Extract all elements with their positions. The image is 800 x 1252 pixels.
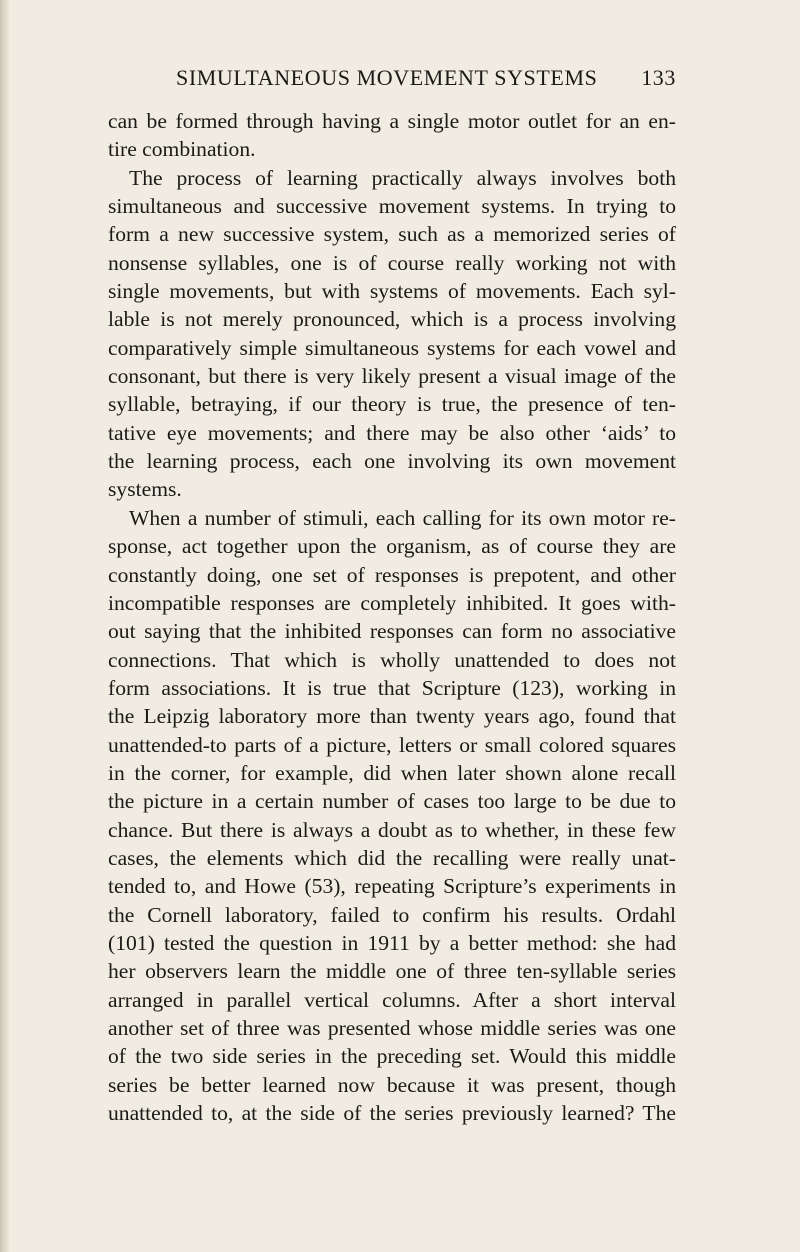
- text-line: out saying that the inhibited responses can form no associative: [108, 619, 676, 644]
- text-line: series be better learned now because it was present, though: [108, 1072, 676, 1097]
- text-line: incompatible responses are completely inhibited. It goes with-: [108, 590, 676, 615]
- text-line: form associations. It is true that Scripture (123), working in: [108, 675, 676, 700]
- text-line: systems.: [108, 477, 182, 502]
- text-line: nonsense syllables, one is of course really working not with: [108, 250, 676, 275]
- text-line: the picture in a certain number of cases too large to be due to: [108, 789, 676, 814]
- text-line: of the two side series in the preceding set. Would this middle: [108, 1044, 676, 1069]
- text-line: connections. That which is wholly unattended to does not: [108, 647, 676, 672]
- text-line: comparatively simple simultaneous systems for each vowel and: [108, 335, 676, 360]
- text-line: single movements, but with systems of movements. Each syl-: [108, 279, 676, 304]
- text-line: in the corner, for example, did when later shown alone recall: [108, 760, 676, 785]
- running-title: SIMULTANEOUS MOVEMENT SYSTEMS: [176, 65, 598, 90]
- text-line: (101) tested the question in 1911 by a better method: she had: [108, 930, 676, 955]
- text-line: The process of learning practically always involves both: [129, 165, 676, 190]
- text-line: syllable, betraying, if our theory is true, the presence of ten-: [108, 392, 676, 417]
- page-binding-edge: [0, 0, 9, 1252]
- text-line: arranged in parallel vertical columns. After a short interval: [108, 987, 676, 1012]
- text-line: another set of three was presented whose middle series was one: [108, 1016, 676, 1040]
- text-line: tended to, and Howe (53), repeating Scripture’s experiments in: [108, 874, 676, 899]
- text-line: form a new successive system, such as a memorized series of: [108, 222, 676, 247]
- text-line: tative eye movements; and there may be also other ‘aids’ to: [108, 420, 676, 445]
- text-line: When a number of stimuli, each calling for its own motor re-: [129, 505, 676, 530]
- text-line: the Cornell laboratory, failed to confirm his results. Ordahl: [108, 902, 676, 927]
- text-line: unattended-to parts of a picture, letters or small colored squares: [108, 732, 676, 757]
- text-line: her observers learn the middle one of three ten-syllable series: [108, 959, 676, 984]
- running-head: [176, 64, 676, 92]
- text-line: tire combination.: [108, 137, 256, 162]
- body-text: [108, 107, 676, 1127]
- text-line: lable is not merely pronounced, which is a process involving: [108, 307, 676, 332]
- page-number: 133: [641, 65, 676, 90]
- text-line: simultaneous and successive movement systems. In trying to: [108, 194, 676, 219]
- text-line: cases, the elements which did the recalling were really unat-: [108, 845, 676, 870]
- text-line: can be formed through having a single motor outlet for an en-: [108, 109, 676, 133]
- text-line: sponse, act together upon the organism, as of course they are: [108, 534, 676, 559]
- text-line: constantly doing, one set of responses is prepotent, and other: [108, 562, 676, 587]
- text-line: the learning process, each one involving its own movement: [108, 449, 676, 474]
- text-line: unattended to, at the side of the series previously learned? The: [108, 1101, 676, 1126]
- text-line: chance. But there is always a doubt as to whether, in these few: [108, 817, 676, 842]
- text-line: the Leipzig laboratory more than twenty years ago, found that: [108, 704, 676, 729]
- text-line: consonant, but there is very likely present a visual image of the: [108, 364, 676, 389]
